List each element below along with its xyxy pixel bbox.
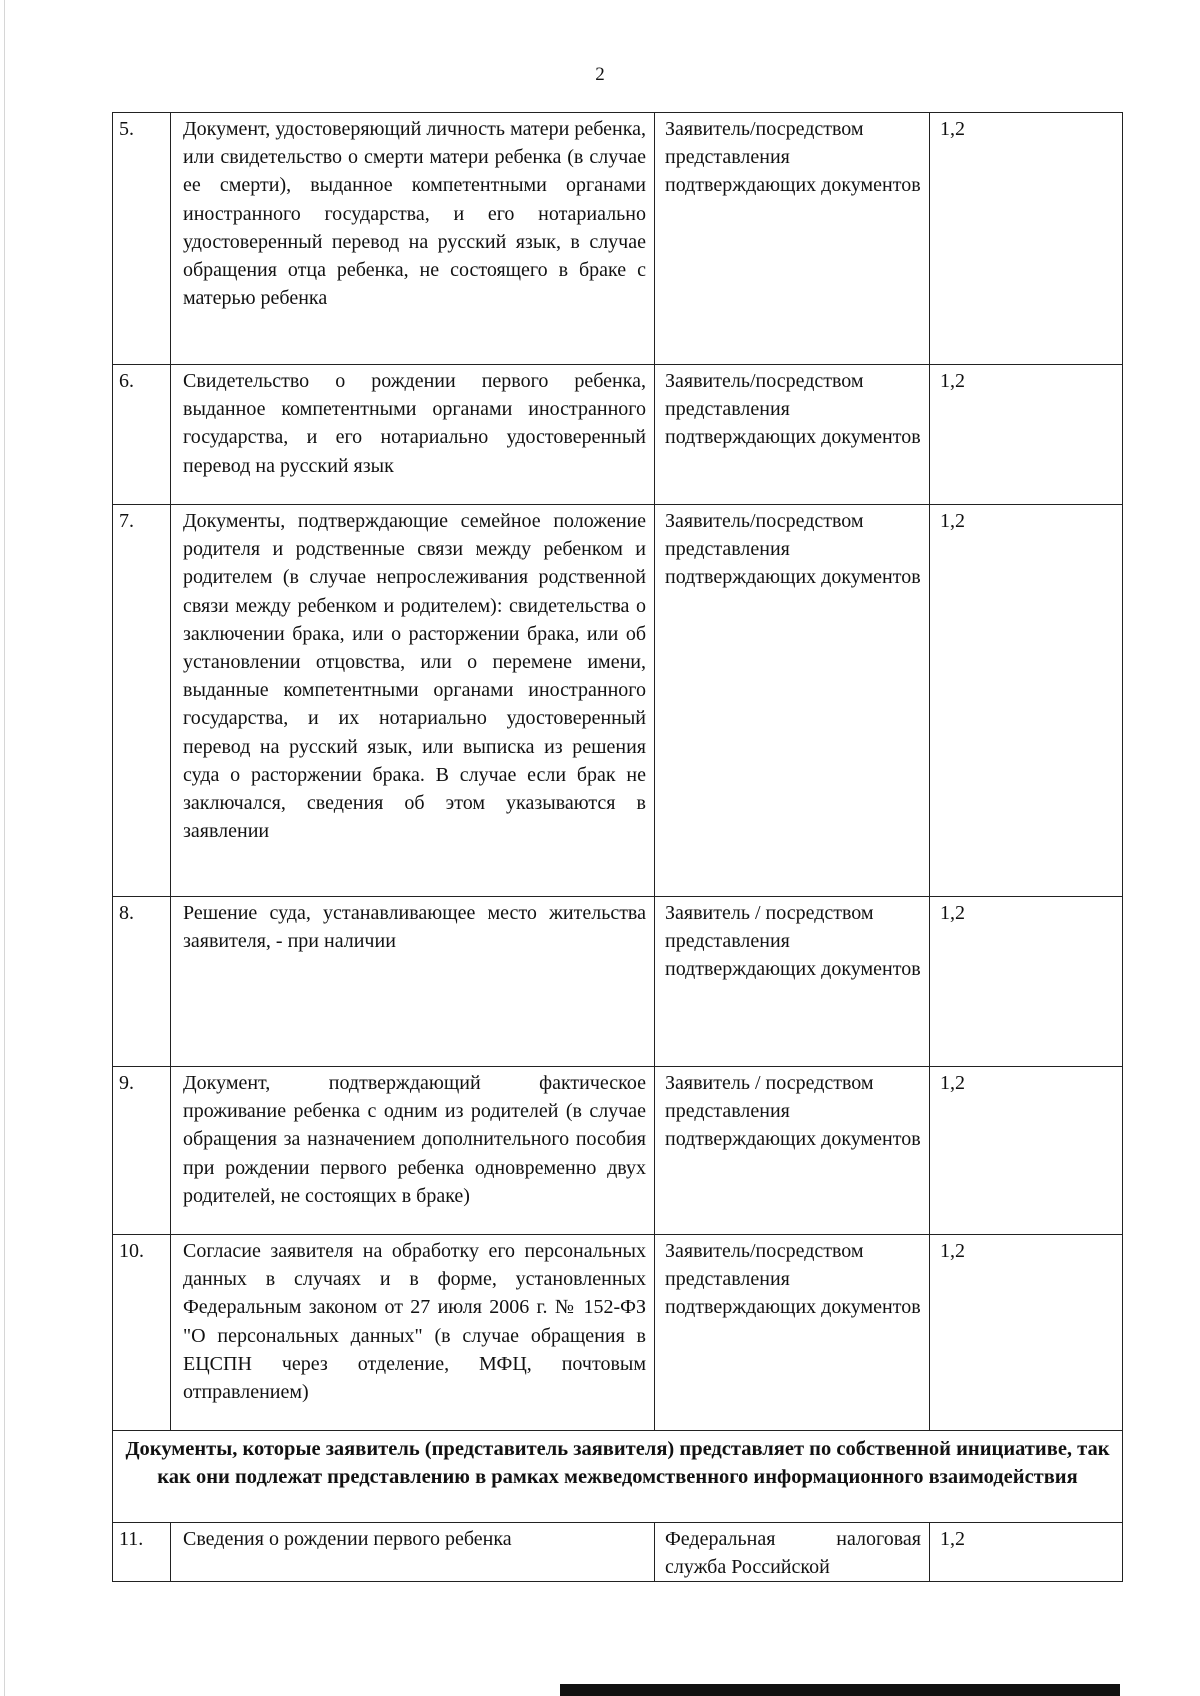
row-code: 1,2 xyxy=(930,113,1123,365)
document-source: Заявитель/посредством представления подтверждающих документов xyxy=(655,113,930,365)
row-code: 1,2 xyxy=(930,505,1123,897)
row-code: 1,2 xyxy=(930,1523,1123,1582)
table-row xyxy=(113,365,1123,505)
document-source: Заявитель / посредством представления подтверждающих документов xyxy=(655,897,930,1067)
table-row xyxy=(113,1067,1123,1235)
page-number: 2 xyxy=(595,64,605,85)
row-number: 10. xyxy=(113,1235,171,1431)
document-source: Заявитель / посредством представления подтверждающих документов xyxy=(655,1067,930,1235)
document-source: Заявитель/посредством представления подтверждающих документов xyxy=(655,365,930,505)
document-source: Заявитель/посредством представления подтверждающих документов xyxy=(655,1235,930,1431)
scan-border-mark xyxy=(560,1684,1120,1696)
document-description: Документ, удостоверяющий личность матери ребенка, или свидетельство о смерти матери ребенка (в случае ее смерти), выданное компетентными органами иностранного государства, и его нотариально удостоверенный перевод на русский язык, в случае обращения отца ребенка, не состоящего в браке с матерью ребенка xyxy=(171,113,655,365)
section-header: Документы, которые заявитель (представитель заявителя) представляет по собственной инициативе, так как они подлежат представлению в рамках межведомственного информационного взаимодействия xyxy=(113,1431,1123,1523)
row-number: 9. xyxy=(113,1067,171,1235)
row-number: 6. xyxy=(113,365,171,505)
document-description: Решение суда, устанавливающее место жительства заявителя, - при наличии xyxy=(171,897,655,1067)
table-row xyxy=(113,113,1123,365)
row-code: 1,2 xyxy=(930,1235,1123,1431)
row-number: 11. xyxy=(113,1523,171,1582)
document-description: Документ, подтверждающий фактическое проживание ребенка с одним из родителей (в случае обращения за назначением дополнительного пособия при рождении первого ребенка одновременно двух родителей, не состоящих в браке) xyxy=(171,1067,655,1235)
row-number: 7. xyxy=(113,505,171,897)
table-row xyxy=(113,1523,1123,1582)
row-number: 8. xyxy=(113,897,171,1067)
document-source: Федеральная налоговая служба Российской xyxy=(655,1523,930,1582)
table-row xyxy=(113,1235,1123,1431)
row-code: 1,2 xyxy=(930,365,1123,505)
documents-table xyxy=(112,112,1123,1582)
document-description: Сведения о рождении первого ребенка xyxy=(171,1523,655,1582)
row-code: 1,2 xyxy=(930,1067,1123,1235)
scan-edge-line xyxy=(4,0,5,1696)
document-source: Заявитель/посредством представления подтверждающих документов xyxy=(655,505,930,897)
document-description: Свидетельство о рождении первого ребенка, выданное компетентными органами иностранного государства, и его нотариально удостоверенный перевод на русский язык xyxy=(171,365,655,505)
document-description: Документы, подтверждающие семейное положение родителя и родственные связи между ребенком и родителем (в случае непрослеживания родственной связи между ребенком и родителем): свидетельства о заключении брака, или о расторжении брака, или об установлении отцовства, или о перемене имени, выданные компетентными органами иностранного государства, и их нотариально удостоверенный перевод на русский язык, или выписка из решения суда о расторжении брака. В случае если брак не заключался, сведения об этом указываются в заявлении xyxy=(171,505,655,897)
row-number: 5. xyxy=(113,113,171,365)
row-code: 1,2 xyxy=(930,897,1123,1067)
section-header-row xyxy=(113,1431,1123,1523)
table-row xyxy=(113,897,1123,1067)
document-description: Согласие заявителя на обработку его персональных данных в случаях и в форме, установленных Федеральным законом от 27 июля 2006 г. № 152-ФЗ "О персональных данных" (в случае обращения в ЕЦСПН через отделение, МФЦ, почтовым отправлением) xyxy=(171,1235,655,1431)
table-row xyxy=(113,505,1123,897)
